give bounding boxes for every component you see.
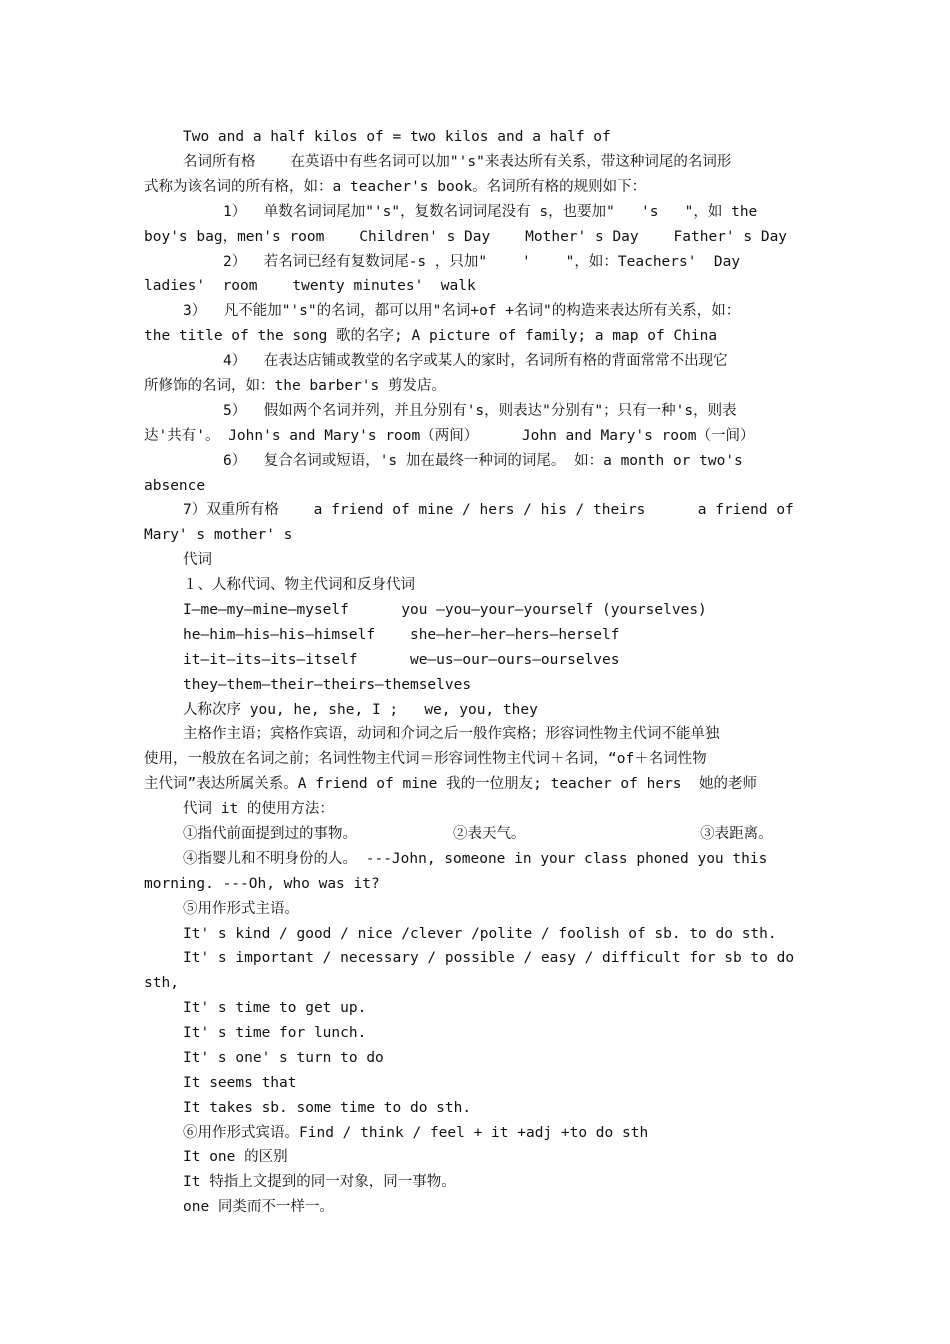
text-line: １、人称代词、物主代词和反身代词 bbox=[183, 577, 415, 593]
text-line: one 同类而不一样一。 bbox=[183, 1199, 334, 1215]
text-line: 2） 若名词已经有复数词尾-s ，只加" ' "，如：Teachers' Day bbox=[223, 254, 741, 270]
text-line: 7）双重所有格 a friend of mine / hers / his / theirs a friend of bbox=[183, 502, 794, 518]
text-line: ①指代前面提到过的事物。 ②表天气。 ③表距离。 bbox=[183, 826, 773, 842]
text-line: Mary' s mother' s bbox=[144, 527, 293, 543]
text-line: It seems that bbox=[183, 1075, 297, 1091]
text-line: ladies' room twenty minutes' walk bbox=[144, 278, 476, 294]
text-line: they—them—their—theirs—themselves bbox=[183, 677, 472, 693]
text-line: 4） 在表达店铺或教堂的名字或某人的家时，名词所有格的背面常常不出现它 bbox=[223, 353, 728, 369]
text-line: it—it—its—its—itself we—us—our—ours—ourselves bbox=[183, 652, 620, 668]
text-line: It' s kind / good / nice /clever /polite / foolish of sb. to do sth. bbox=[183, 926, 777, 942]
text-line: 3） 凡不能加"'s"的名词，都可以用"名词+of +名词"的构造来表达所有关系，如： bbox=[183, 303, 741, 319]
text-line: 所修饰的名词，如：the barber's 剪发店。 bbox=[144, 378, 446, 394]
text-line: morning. ---Oh, who was it? bbox=[144, 876, 380, 892]
text-line: 6） 复合名词或短语，'s 加在最终一种词的词尾。 如：a month or two's bbox=[223, 453, 743, 469]
text-line: It' s time to get up. bbox=[183, 1000, 367, 1016]
text-line: It 特指上文提到的同一对象，同一事物。 bbox=[183, 1174, 456, 1190]
text-line: It' s time for lunch. bbox=[183, 1025, 367, 1041]
text-line: he—him—his—his—himself she—her—her—hers—herself bbox=[183, 627, 620, 643]
text-line: 1） 单数名词词尾加"'s"，复数名词词尾没有 s，也要加" 's "，如 the bbox=[223, 204, 758, 220]
text-line: the title of the song 歌的名字; A picture of family; a map of China bbox=[144, 328, 718, 344]
text-line: 式称为该名词的所有格，如：a teacher's book。名词所有格的规则如下： bbox=[144, 179, 647, 195]
text-line: I—me—my—mine—myself you —you—your—yourself (yourselves) bbox=[183, 602, 707, 618]
text-line: 名词所有格 在英语中有些名词可以加"'s"来表达所有关系，带这种词尾的名词形 bbox=[183, 154, 732, 170]
text-line: Two and a half kilos of = two kilos and a half of bbox=[183, 129, 611, 145]
text-line: It takes sb. some time to do sth. bbox=[183, 1100, 472, 1116]
text-line: 代词 it 的使用方法： bbox=[183, 801, 334, 817]
text-line: absence bbox=[144, 478, 206, 494]
text-line: ⑥用作形式宾语。Find / think / feel + it +adj +to do sth bbox=[183, 1125, 649, 1141]
text-line: sth, bbox=[144, 975, 179, 991]
text-line: 人称次序 you, he, she, I ; we, you, they bbox=[183, 702, 538, 718]
text-line: ④指婴儿和不明身份的人。 ---John, someone in your class phoned you this bbox=[183, 851, 768, 867]
text-line: It' s important / necessary / possible / easy / difficult for sb to do bbox=[183, 950, 795, 966]
text-line: 5） 假如两个名词并列，并且分别有's，则表达"分别有"；只有一种's，则表 bbox=[223, 403, 737, 419]
text-line: 使用，一般放在名词之前；名词性物主代词＝形容词性物主代词＋名词，“of＋名词性物 bbox=[144, 751, 707, 767]
section-heading: 代词 bbox=[183, 552, 212, 568]
text-line: 主代词”表达所属关系。A friend of mine 我的一位朋友; teacher of hers 她的老师 bbox=[144, 776, 757, 792]
text-line: boy's bag，men's room Children' s Day Mother' s Day Father' s Day bbox=[144, 229, 788, 245]
text-line: ⑤用作形式主语。 bbox=[183, 901, 299, 917]
text-line: 主格作主语；宾格作宾语，动词和介词之后一般作宾格；形容词性物主代词不能单独 bbox=[183, 726, 720, 742]
text-line: 达'共有'。 John's and Mary's room（两间） John and Mary's room（一间） bbox=[144, 428, 755, 444]
text-line: It one 的区别 bbox=[183, 1149, 288, 1165]
text-line: It' s one' s turn to do bbox=[183, 1050, 384, 1066]
